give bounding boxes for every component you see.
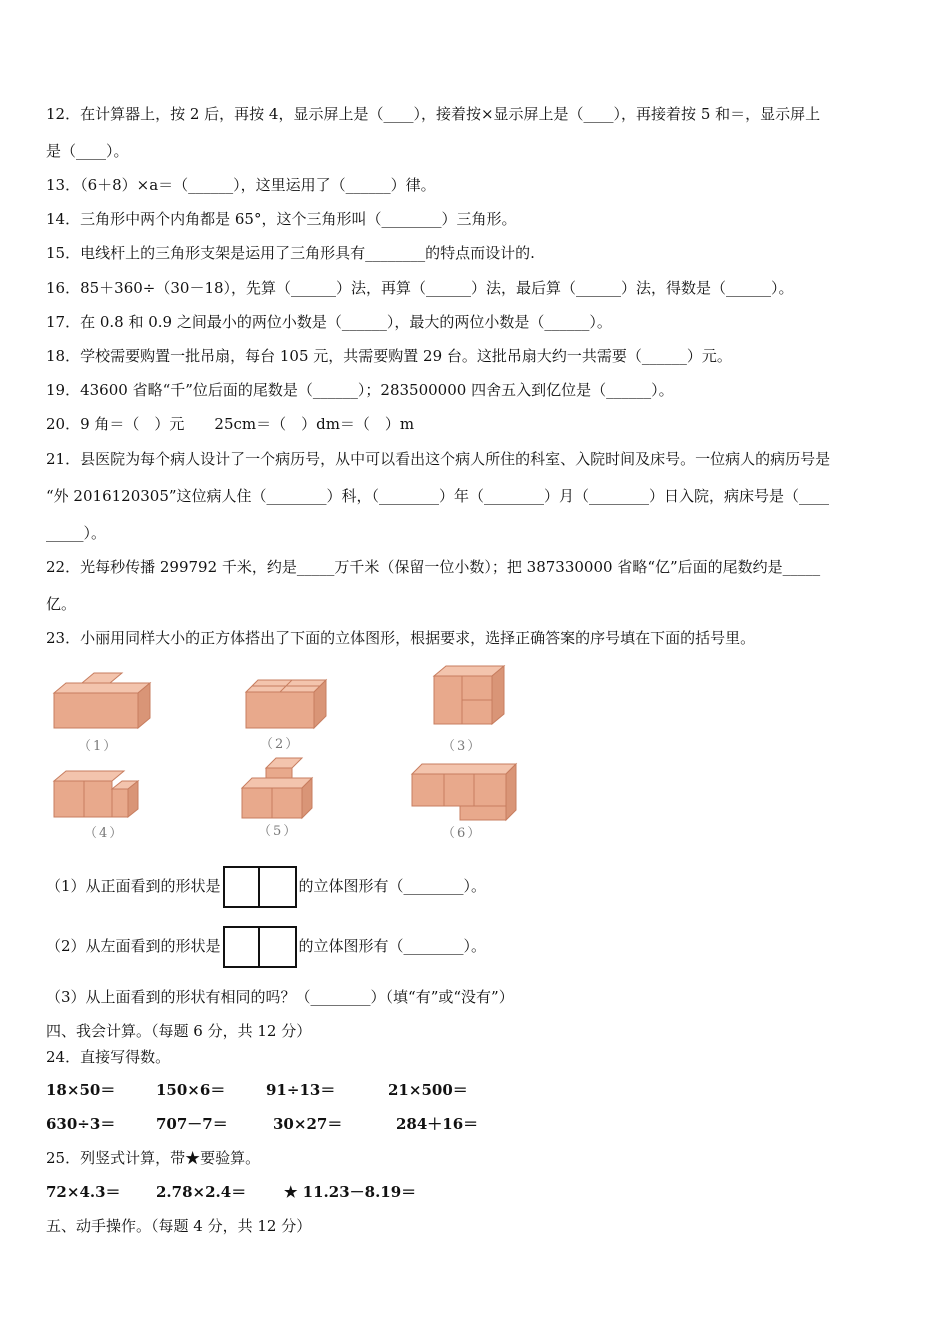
question-25: 25．列竖式计算，带★要验算。 <box>46 1149 261 1167</box>
calc-item: 72×4.3＝ <box>46 1183 121 1201</box>
section-4-title: 四、我会计算。（每题 6 分，共 12 分） <box>46 1022 312 1040</box>
q23-part-1-prefix: （1）从正面看到的形状是 <box>46 877 221 895</box>
calc-item: ★ 11.23－8.19＝ <box>284 1183 417 1201</box>
question-12-line2: 是（____）。 <box>46 142 129 160</box>
question-16: 16．85＋360÷（30－18），先算（______）法，再算（______）法，最后算（______）法，得数是（______）。 <box>46 279 794 297</box>
calc-item: 21×500＝ <box>388 1081 468 1099</box>
figure-1 <box>52 665 152 730</box>
question-15: 15．电线杆上的三角形支架是运用了三角形具有________的特点而设计的. <box>46 244 535 262</box>
figure-6 <box>410 760 520 822</box>
q23-part-2-suffix: 的立体图形有（________）。 <box>298 937 487 955</box>
figure-caption-4: （4） <box>84 826 125 841</box>
q23-part-1 <box>46 866 486 908</box>
front-view-shape <box>223 866 297 908</box>
calc-item: 284＋16＝ <box>396 1115 479 1133</box>
question-23: 23．小丽用同样大小的正方体搭出了下面的立体图形，根据要求，选择正确答案的序号填在下面的括号里。 <box>46 629 756 647</box>
question-24: 24．直接写得数。 <box>46 1048 171 1066</box>
q23-part-1-suffix: 的立体图形有（________）。 <box>298 877 487 895</box>
figure-2 <box>244 668 328 730</box>
calc-item: 630÷3＝ <box>46 1115 116 1133</box>
question-17: 17．在 0.8 和 0.9 之间最小的两位小数是（______），最大的两位小数是（______）。 <box>46 313 612 331</box>
calc-item: 30×27＝ <box>273 1115 343 1133</box>
q23-part-2-prefix: （2）从左面看到的形状是 <box>46 937 221 955</box>
question-21-line2: “外 2016120305”这位病人住（________）科，（________）年（________）月（________）日入院，病床号是（____ <box>46 487 830 505</box>
figure-caption-6: （6） <box>442 826 483 841</box>
question-18: 18．学校需要购置一批吊扇，每台 105 元，共需要购置 29 台。这批吊扇大约一共需要（______）元。 <box>46 347 732 365</box>
question-22-line1: 22．光每秒传播 299792 千米，约是_____万千米（保留一位小数）；把 387330000 省略“亿”后面的尾数约是_____ <box>46 558 821 576</box>
calc-item: 91÷13＝ <box>266 1081 336 1099</box>
q23-part-3: （3）从上面看到的形状有相同的吗？（________）（填“有”或“没有”） <box>46 988 514 1006</box>
question-19: 19．43600 省略“千”位后面的尾数是（______）；283500000 四舍五入到亿位是（______）。 <box>46 381 674 399</box>
figure-caption-2: （2） <box>260 737 301 752</box>
question-22-line2: 亿。 <box>46 595 77 613</box>
figure-caption-3: （3） <box>442 739 483 754</box>
q23-part-2 <box>46 926 486 968</box>
figure-3 <box>432 662 512 728</box>
figure-4 <box>52 763 144 821</box>
figure-caption-1: （1） <box>78 739 119 754</box>
section-5-title: 五、动手操作。（每题 4 分，共 12 分） <box>46 1217 312 1235</box>
calc-item: 150×6＝ <box>156 1081 226 1099</box>
calc-item: 2.78×2.4＝ <box>156 1183 247 1201</box>
question-14: 14．三角形中两个内角都是 65°，这个三角形叫（________）三角形。 <box>46 210 517 228</box>
figure-5 <box>240 754 320 820</box>
calc-item: 18×50＝ <box>46 1081 116 1099</box>
question-21-line3: _____）。 <box>46 524 107 542</box>
left-view-shape <box>223 926 297 968</box>
question-20: 20．9 角＝（ ）元 25cm＝（ ）dm＝（ ）m <box>46 415 415 433</box>
question-21-line1: 21．县医院为每个病人设计了一个病历号，从中可以看出这个病人所住的科室、入院时间及床号。一位病人的病历号是 <box>46 450 831 468</box>
question-13: 13．（6＋8）×a＝（______），这里运用了（______）律。 <box>46 176 436 194</box>
calc-item: 707－7＝ <box>156 1115 228 1133</box>
figure-caption-5: （5） <box>258 824 299 839</box>
question-12-line1: 12．在计算器上，按 2 后，再按 4，显示屏上是（____），接着按×显示屏上是（____），再接着按 5 和＝，显示屏上 <box>46 105 821 123</box>
